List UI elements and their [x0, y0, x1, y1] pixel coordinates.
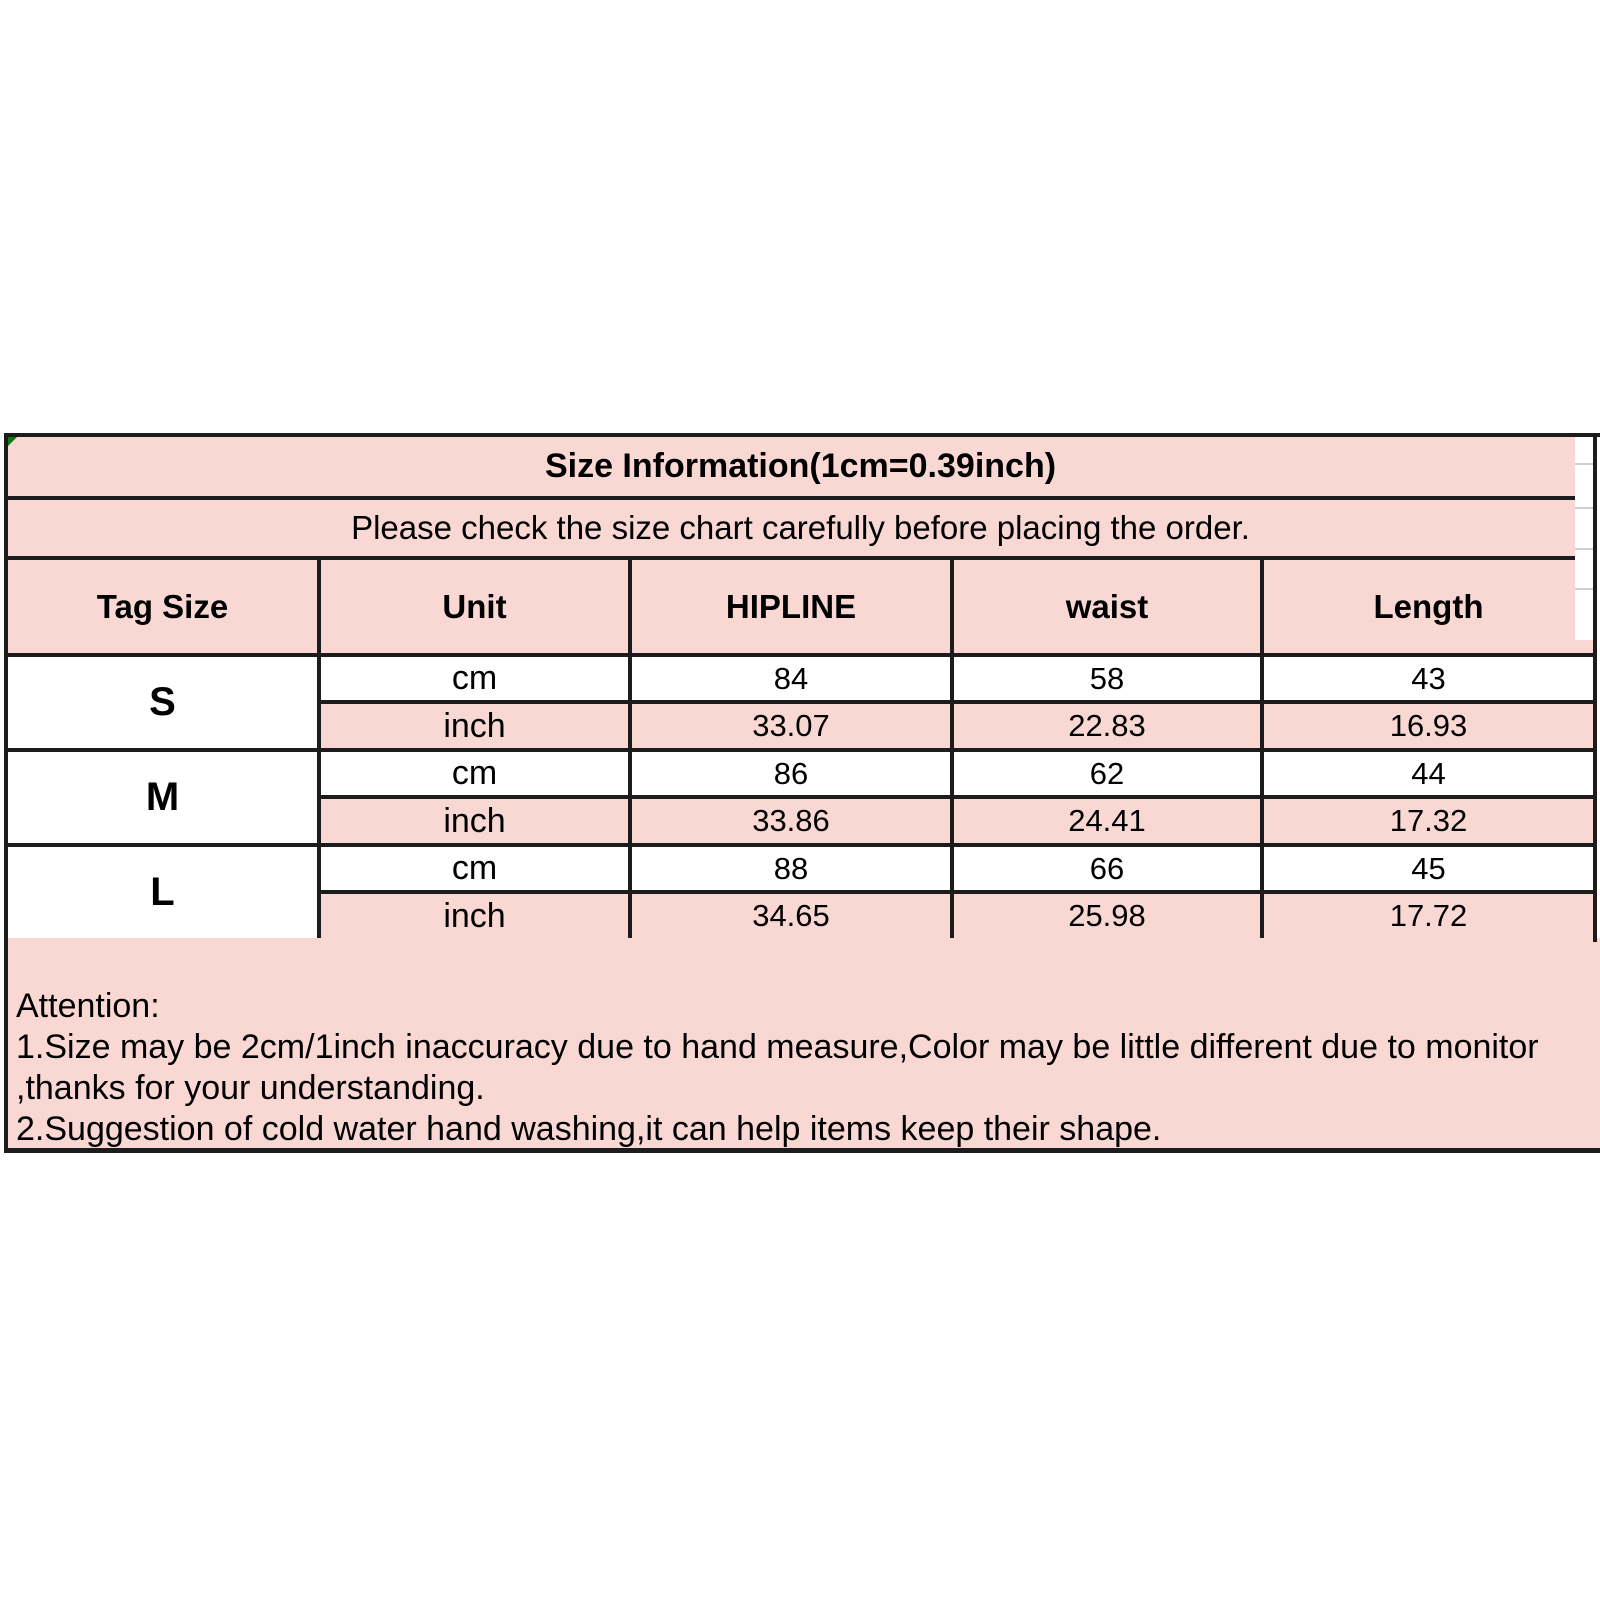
value-cell: 88 — [632, 847, 954, 890]
table-row-size-s — [8, 657, 1593, 752]
table-subtitle: Please check the size chart carefully before placing the order. — [351, 509, 1250, 546]
value-cell: 33.86 — [632, 799, 954, 843]
unit-cell: inch — [321, 799, 632, 843]
column-header-waist: waist — [954, 560, 1264, 653]
value-cell: 25.98 — [954, 894, 1264, 938]
page-title: Size Information(1cm=0.39inch) — [544, 447, 1057, 485]
l-inch-subrow — [321, 894, 1593, 938]
tag-size-cell: S — [8, 657, 321, 748]
size-table — [4, 433, 1600, 1153]
attention-note — [8, 938, 1600, 1148]
value-cell: 22.83 — [954, 704, 1264, 748]
attention-line-1: 1.Size may be 2cm/1inch inaccuracy due to hand measure,Color may be little different due to monitor — [16, 1028, 1539, 1066]
column-header-unit: Unit — [321, 560, 632, 653]
unit-cell: cm — [321, 657, 632, 700]
value-cell: 58 — [954, 657, 1264, 700]
attention-line-3: 2.Suggestion of cold water hand washing,it can help items keep their shape. — [16, 1110, 1162, 1148]
table-row-size-m — [8, 752, 1593, 847]
gutter-gridline — [1575, 548, 1593, 550]
column-header-tag-size: Tag Size — [8, 560, 321, 653]
attention-line-2: ,thanks for your understanding. — [16, 1069, 485, 1107]
value-cell: 44 — [1411, 755, 1446, 791]
gutter-gridline — [1575, 588, 1593, 590]
table-subtitle-row — [8, 500, 1593, 560]
column-header-hipline: HIPLINE — [632, 560, 954, 653]
unit-cell: inch — [321, 704, 632, 748]
table-right-border — [1593, 433, 1597, 942]
value-cell: 17.72 — [1389, 898, 1468, 933]
gutter-gridline — [1575, 463, 1593, 465]
s-inch-subrow — [321, 704, 1593, 748]
value-cell: 43 — [1411, 660, 1446, 696]
unit-cell: inch — [321, 894, 632, 938]
s-cm-subrow — [321, 657, 1593, 704]
unit-cell: cm — [321, 752, 632, 795]
unit-cell: cm — [321, 847, 632, 890]
value-cell: 66 — [954, 847, 1264, 890]
m-inch-subrow — [321, 799, 1593, 843]
l-cm-subrow — [321, 847, 1593, 894]
value-cell: 62 — [954, 752, 1264, 795]
tag-size-cell: L — [8, 847, 321, 938]
value-cell: 16.93 — [1389, 708, 1468, 743]
value-cell: 45 — [1411, 850, 1446, 886]
right-gutter — [1575, 437, 1593, 640]
table-title-row — [8, 437, 1593, 500]
value-cell: 34.65 — [632, 894, 954, 938]
attention-heading: Attention: — [16, 987, 160, 1025]
value-cell: 33.07 — [632, 704, 954, 748]
sheet-corner-marker-icon — [8, 437, 17, 446]
value-cell: 84 — [632, 657, 954, 700]
value-cell: 17.32 — [1389, 803, 1468, 838]
tag-size-cell: M — [8, 752, 321, 843]
table-header-row — [8, 560, 1593, 657]
column-header-length: Length — [1373, 587, 1484, 625]
table-row-size-l — [8, 847, 1593, 938]
value-cell: 24.41 — [954, 799, 1264, 843]
m-cm-subrow — [321, 752, 1593, 799]
gutter-gridline — [1575, 507, 1593, 509]
value-cell: 86 — [632, 752, 954, 795]
